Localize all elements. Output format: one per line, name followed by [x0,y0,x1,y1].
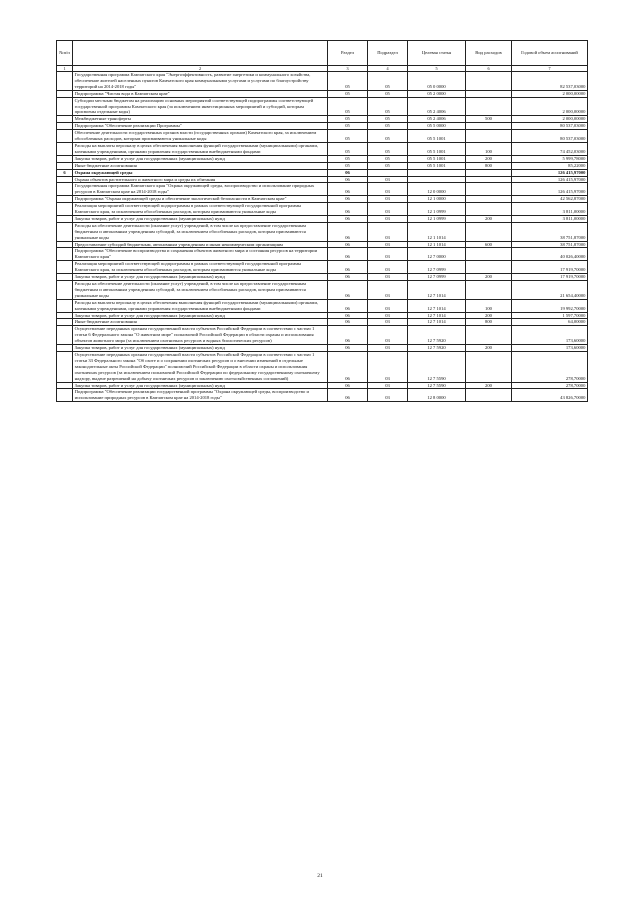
row-amount: 21 654,40000 [512,281,588,300]
table-row [57,281,588,300]
row-razdel: 05 [328,123,368,130]
row-number [57,215,73,222]
row-number [57,281,73,300]
row-razdel: 06 [328,389,368,402]
row-amount: 80 537,03000 [512,130,588,143]
row-amount: 1 597,70000 [512,312,588,319]
row-razdel: 06 [328,183,368,196]
row-target-article: 12 1 0999 [408,203,466,216]
row-expense-type: 500 [466,116,512,123]
table-row [57,90,588,97]
row-podrazdel: 05 [368,123,408,130]
row-razdel: 05 [328,72,368,91]
row-number [57,130,73,143]
row-podrazdel: 05 [368,97,408,116]
budget-table [56,40,588,402]
row-target-article: 12 0 0000 [408,183,466,196]
row-expense-type [466,130,512,143]
table-row [57,130,588,143]
row-name: Иные бюджетные ассигнования [73,319,328,326]
row-expense-type: 600 [466,241,512,248]
row-podrazdel: 03 [368,196,408,203]
row-amount: 126 415,97000 [512,183,588,196]
row-number [57,312,73,319]
row-number [57,241,73,248]
row-amount: 74 452,03000 [512,142,588,155]
row-name: Охрана объектов растительного и животного мира и среды их обитания [73,176,328,183]
row-name: Реализация мероприятий соответствующей подпрограммы в рамках соответствующей государственной программы Камчатского края, за исключением обособленных расходов, которым присваиваются уникальные коды [73,203,328,216]
row-name: Государственная программа Камчатского края "Энергоэффективность, развитие энергетики и коммунального хозяйства, обеспечение жителей населенных пунктов Камчатского края коммунальными услугами и услугами по благоустройству территорий на 2014-2018 годы" [73,72,328,91]
row-expense-type: 200 [466,345,512,352]
row-number [57,183,73,196]
row-amount: 2 000,00000 [512,97,588,116]
table-row [57,183,588,196]
row-expense-type: 200 [466,215,512,222]
row-expense-type [466,97,512,116]
row-number [57,326,73,345]
row-target-article: 12 7 0999 [408,261,466,274]
row-name: Подпрограмма "Обеспечение реализации Программы" [73,123,328,130]
table-row [57,345,588,352]
row-target-article [408,169,466,176]
row-razdel: 05 [328,142,368,155]
table-row [57,215,588,222]
table-row [57,274,588,281]
row-expense-type: 200 [466,312,512,319]
column-index: 4 [368,66,408,72]
row-expense-type [466,196,512,203]
row-name: Закупка товаров, работ и услуг для государственных (муниципальных) нужд [73,312,328,319]
row-expense-type: 100 [466,142,512,155]
row-podrazdel: 05 [368,142,408,155]
row-expense-type [466,351,512,382]
row-number [57,203,73,216]
row-name: Подпрограмма "Чистая вода в Камчатском крае" [73,90,328,97]
row-name: Субсидии местным бюджетам на реализацию основных мероприятий соответствующей подпрограммы соответствующей государственной программы Камчатского края (за исключением инвестиционных мероприятий и субсидий, которым присвоены отдельные коды) [73,97,328,116]
table-row [57,203,588,216]
row-expense-type [466,281,512,300]
row-razdel: 06 [328,326,368,345]
row-name: Закупка товаров, работ и услуг для государственных (муниципальных) нужд [73,215,328,222]
row-target-article: 12 7 5590 [408,351,466,382]
row-razdel: 06 [328,345,368,352]
row-podrazdel: 03 [368,261,408,274]
header-num: №п/п [57,41,73,66]
row-name: Расходы на обеспечение деятельности (оказание услуг) учреждений, в том числе на предоставление государственным бюджетным и автономным учреждениям субсидий, за исключением обособленных расходов, которым присваиваются уникальные коды [73,222,328,241]
row-podrazdel: 03 [368,326,408,345]
row-razdel: 06 [328,299,368,312]
row-target-article: 12 7 1014 [408,312,466,319]
row-razdel: 06 [328,176,368,183]
row-amount: 3 811,00000 [512,203,588,216]
table-row [57,116,588,123]
column-index: 3 [328,66,368,72]
row-podrazdel: 03 [368,345,408,352]
row-target-article: 05 0 0000 [408,72,466,91]
row-number: 6 [57,169,73,176]
column-index: 6 [466,66,512,72]
row-podrazdel: 05 [368,162,408,169]
row-podrazdel: 03 [368,389,408,402]
table-row [57,123,588,130]
table-row [57,299,588,312]
row-name: Подпрограмма "Обеспечение реализации государственной программы "Охрана окружающей среды, воспроизводство и использование природных ресурсов в Камчатском крае на 2014-2018 годы" [73,389,328,402]
row-podrazdel: 03 [368,274,408,281]
row-name: Закупка товаров, работ и услуг для государственных (муниципальных) нужд [73,345,328,352]
row-target-article: 12 7 1014 [408,299,466,312]
row-razdel: 06 [328,351,368,382]
row-razdel: 05 [328,90,368,97]
row-razdel: 06 [328,169,368,176]
row-target-article: 12 7 0999 [408,274,466,281]
row-amount: 80 537,03000 [512,123,588,130]
row-razdel: 06 [328,248,368,261]
table-row [57,248,588,261]
table-row [57,382,588,389]
row-podrazdel: 05 [368,130,408,143]
row-amount: 38 751,87000 [512,241,588,248]
row-podrazdel: 03 [368,281,408,300]
row-expense-type [466,90,512,97]
row-podrazdel: 03 [368,203,408,216]
header-podrazdel: Подраздел [368,41,408,66]
row-amount: 17 919,70000 [512,274,588,281]
page-number: 21 [317,873,323,879]
row-number [57,345,73,352]
row-target-article: 12 7 0000 [408,248,466,261]
row-target-article: 05 5 1001 [408,142,466,155]
row-name: Расходы на выплаты персоналу в целях обеспечения выполнения функций государственными (муниципальными) органами, казенными учреждениями, органами управления государственными внебюджетными фондами [73,142,328,155]
row-target-article: 12 1 0999 [408,215,466,222]
row-expense-type [466,183,512,196]
row-name: Осуществление переданных органам государственной власти субъектов Российской Федерации в соответствии с частью 1 статьи 6 Федерального закона "О животном мире" полномочий Российской Федерации в области охраны и использования объектов животного мира (за исключением охотничьих ресурсов и водных биологических ресурсов) [73,326,328,345]
row-number [57,176,73,183]
row-razdel: 06 [328,203,368,216]
row-target-article: 05 5 0000 [408,123,466,130]
row-name: Предоставление субсидий бюджетным, автономным учреждениям и иным некоммерческим организациям [73,241,328,248]
row-name: Расходы на выплаты персоналу в целях обеспечения выполнения функций государственными (муниципальными) органами, казенными учреждениями, органами управления государственными внебюджетными фондами [73,299,328,312]
row-podrazdel: 05 [368,116,408,123]
header-razdel: Раздел [328,41,368,66]
row-target-article: 12 7 5590 [408,382,466,389]
row-razdel: 05 [328,155,368,162]
row-podrazdel: 03 [368,176,408,183]
column-index: 5 [408,66,466,72]
row-target-article: 05 2 4006 [408,97,466,116]
row-amount: 3 811,00000 [512,215,588,222]
row-amount: 38 751,87000 [512,222,588,241]
row-target-article: 12 1 0000 [408,196,466,203]
table-row [57,312,588,319]
row-number [57,248,73,261]
row-amount: 64,00000 [512,319,588,326]
row-amount: 2 000,00000 [512,116,588,123]
row-target-article: 12 7 5920 [408,345,466,352]
row-podrazdel: 03 [368,248,408,261]
row-name: Закупка товаров, работ и услуг для государственных (муниципальных) нужд [73,155,328,162]
row-number [57,162,73,169]
row-number [57,90,73,97]
row-target-article: 12 8 0000 [408,389,466,402]
table-row [57,319,588,326]
row-target-article: 05 2 0000 [408,90,466,97]
row-razdel: 06 [328,281,368,300]
row-podrazdel: 03 [368,299,408,312]
row-number [57,222,73,241]
table-row [57,222,588,241]
table-row [57,351,588,382]
row-expense-type: 200 [466,274,512,281]
row-number [57,155,73,162]
row-number [57,319,73,326]
row-amount: 19 992,70000 [512,299,588,312]
table-body [57,72,588,402]
row-amount: 82 537,03000 [512,72,588,91]
table-row [57,326,588,345]
row-name: Закупка товаров, работ и услуг для государственных (муниципальных) нужд [73,382,328,389]
row-number [57,261,73,274]
row-target-article: 05 2 4006 [408,116,466,123]
row-target-article: 05 5 1001 [408,155,466,162]
row-expense-type [466,169,512,176]
row-amount: 43 826,70000 [512,389,588,402]
row-number [57,72,73,91]
row-expense-type: 200 [466,155,512,162]
row-razdel: 06 [328,196,368,203]
row-razdel: 06 [328,261,368,274]
row-podrazdel: 03 [368,241,408,248]
row-amount: 278,70000 [512,351,588,382]
column-index: 1 [57,66,73,72]
row-razdel: 05 [328,130,368,143]
row-target-article: 12 7 1014 [408,319,466,326]
row-podrazdel [368,169,408,176]
row-number [57,196,73,203]
row-razdel: 06 [328,312,368,319]
row-amount: 126 415,97000 [512,176,588,183]
row-expense-type: 100 [466,299,512,312]
row-podrazdel: 03 [368,351,408,382]
row-name: Закупка товаров, работ и услуг для государственных (муниципальных) нужд [73,274,328,281]
row-number [57,142,73,155]
row-amount: 126 415,97000 [512,169,588,176]
row-target-article: 12 7 5920 [408,326,466,345]
table-row [57,155,588,162]
row-expense-type: 800 [466,162,512,169]
row-number [57,116,73,123]
header-target-article: Целевая статья [408,41,466,66]
row-podrazdel: 03 [368,215,408,222]
row-number [57,123,73,130]
row-amount: 173,60000 [512,326,588,345]
row-amount: 42 562,87000 [512,196,588,203]
row-podrazdel: 05 [368,72,408,91]
row-podrazdel: 03 [368,319,408,326]
table-row [57,261,588,274]
row-expense-type [466,248,512,261]
table-row [57,389,588,402]
header-expense-type: Вид расходов [466,41,512,66]
row-expense-type [466,176,512,183]
row-expense-type [466,389,512,402]
row-name: Иные бюджетные ассигнования [73,162,328,169]
row-amount: 17 919,70000 [512,261,588,274]
row-razdel: 05 [328,116,368,123]
row-name: Обеспечение деятельности государственных органов власти (государственных органов) Камчатского края, за исключением обособленных расходов, которым присваиваются уникальные коды [73,130,328,143]
row-name: Осуществление переданных органам государственной власти субъектов Российской Федерации в соответствии с частью 1 статьи 33 Федерального закона "Об охоте и о сохранении охотничьих ресурсов и о внесении изменений в отдельные законодательные акты Российской Федерации" полномочий Российской Федерации в области охраны и использования охотничьих ресурсов (за исключением полномочий Российской Федерации по федеральному государственному охотничьему надзору, выдаче разрешений на добычу охотничьих ресурсов и заключению охотхозяйственных соглашений) [73,351,328,382]
row-amount: 85,22000 [512,162,588,169]
column-index: 2 [73,66,328,72]
row-razdel: 05 [328,162,368,169]
row-name: Реализация мероприятий соответствующей подпрограммы в рамках соответствующей государственной программы Камчатского края, за исключением обособленных расходов, которым присваиваются уникальные коды [73,261,328,274]
row-amount: 5 999,78000 [512,155,588,162]
row-target-article: 12 7 1014 [408,281,466,300]
table-row [57,169,588,176]
row-razdel: 06 [328,215,368,222]
row-amount: 40 026,40000 [512,248,588,261]
row-amount: 2 000,00000 [512,90,588,97]
row-razdel: 06 [328,319,368,326]
table-row [57,162,588,169]
row-podrazdel: 05 [368,155,408,162]
row-podrazdel: 03 [368,183,408,196]
row-expense-type [466,203,512,216]
row-name: Охрана окружающей среды [73,169,328,176]
row-number [57,351,73,382]
table-header-row [57,41,588,66]
row-number [57,274,73,281]
header-name [73,41,328,66]
table-row [57,97,588,116]
table-row [57,142,588,155]
row-expense-type [466,261,512,274]
row-razdel: 06 [328,274,368,281]
row-podrazdel: 03 [368,312,408,319]
row-target-article: 12 1 1014 [408,241,466,248]
row-amount: 173,60000 [512,345,588,352]
row-target-article: 05 5 1001 [408,130,466,143]
row-podrazdel: 03 [368,222,408,241]
row-expense-type [466,222,512,241]
budget-document [56,40,587,402]
row-target-article: 12 1 1014 [408,222,466,241]
row-razdel: 05 [328,97,368,116]
header-annual-amount: Годовой объем ассигнований [512,41,588,66]
row-razdel: 06 [328,382,368,389]
row-expense-type [466,326,512,345]
table-row [57,196,588,203]
table-row [57,241,588,248]
row-name: Межбюджетные трансферты [73,116,328,123]
row-podrazdel: 03 [368,382,408,389]
row-number [57,97,73,116]
row-expense-type: 800 [466,319,512,326]
row-podrazdel: 05 [368,90,408,97]
row-amount: 278,70000 [512,382,588,389]
table-row [57,72,588,91]
row-number [57,382,73,389]
row-name: Подпрограмма "Обеспечение воспроизводства и сохранения объектов животного мира и состояния ресурсов на территории Камчатского края" [73,248,328,261]
row-number [57,299,73,312]
row-expense-type [466,123,512,130]
row-name: Государственная программа Камчатского края "Охрана окружающей среды, воспроизводство и использование природных ресурсов в Камчатском крае на 2014-2018 годы" [73,183,328,196]
column-index: 7 [512,66,588,72]
row-expense-type: 200 [466,382,512,389]
row-razdel: 06 [328,222,368,241]
row-target-article [408,176,466,183]
row-target-article: 05 5 1001 [408,162,466,169]
row-name: Подпрограмма "Охрана окружающей среды и обеспечение экологической безопасности в Камчатском крае" [73,196,328,203]
row-name: Расходы на обеспечение деятельности (оказание услуг) учреждений, в том числе на предоставление государственным бюджетным и автономным учреждениям субсидий, за исключением обособленных расходов, которым присваиваются уникальные коды [73,281,328,300]
table-row [57,176,588,183]
row-expense-type [466,72,512,91]
row-number [57,389,73,402]
row-razdel: 06 [328,241,368,248]
